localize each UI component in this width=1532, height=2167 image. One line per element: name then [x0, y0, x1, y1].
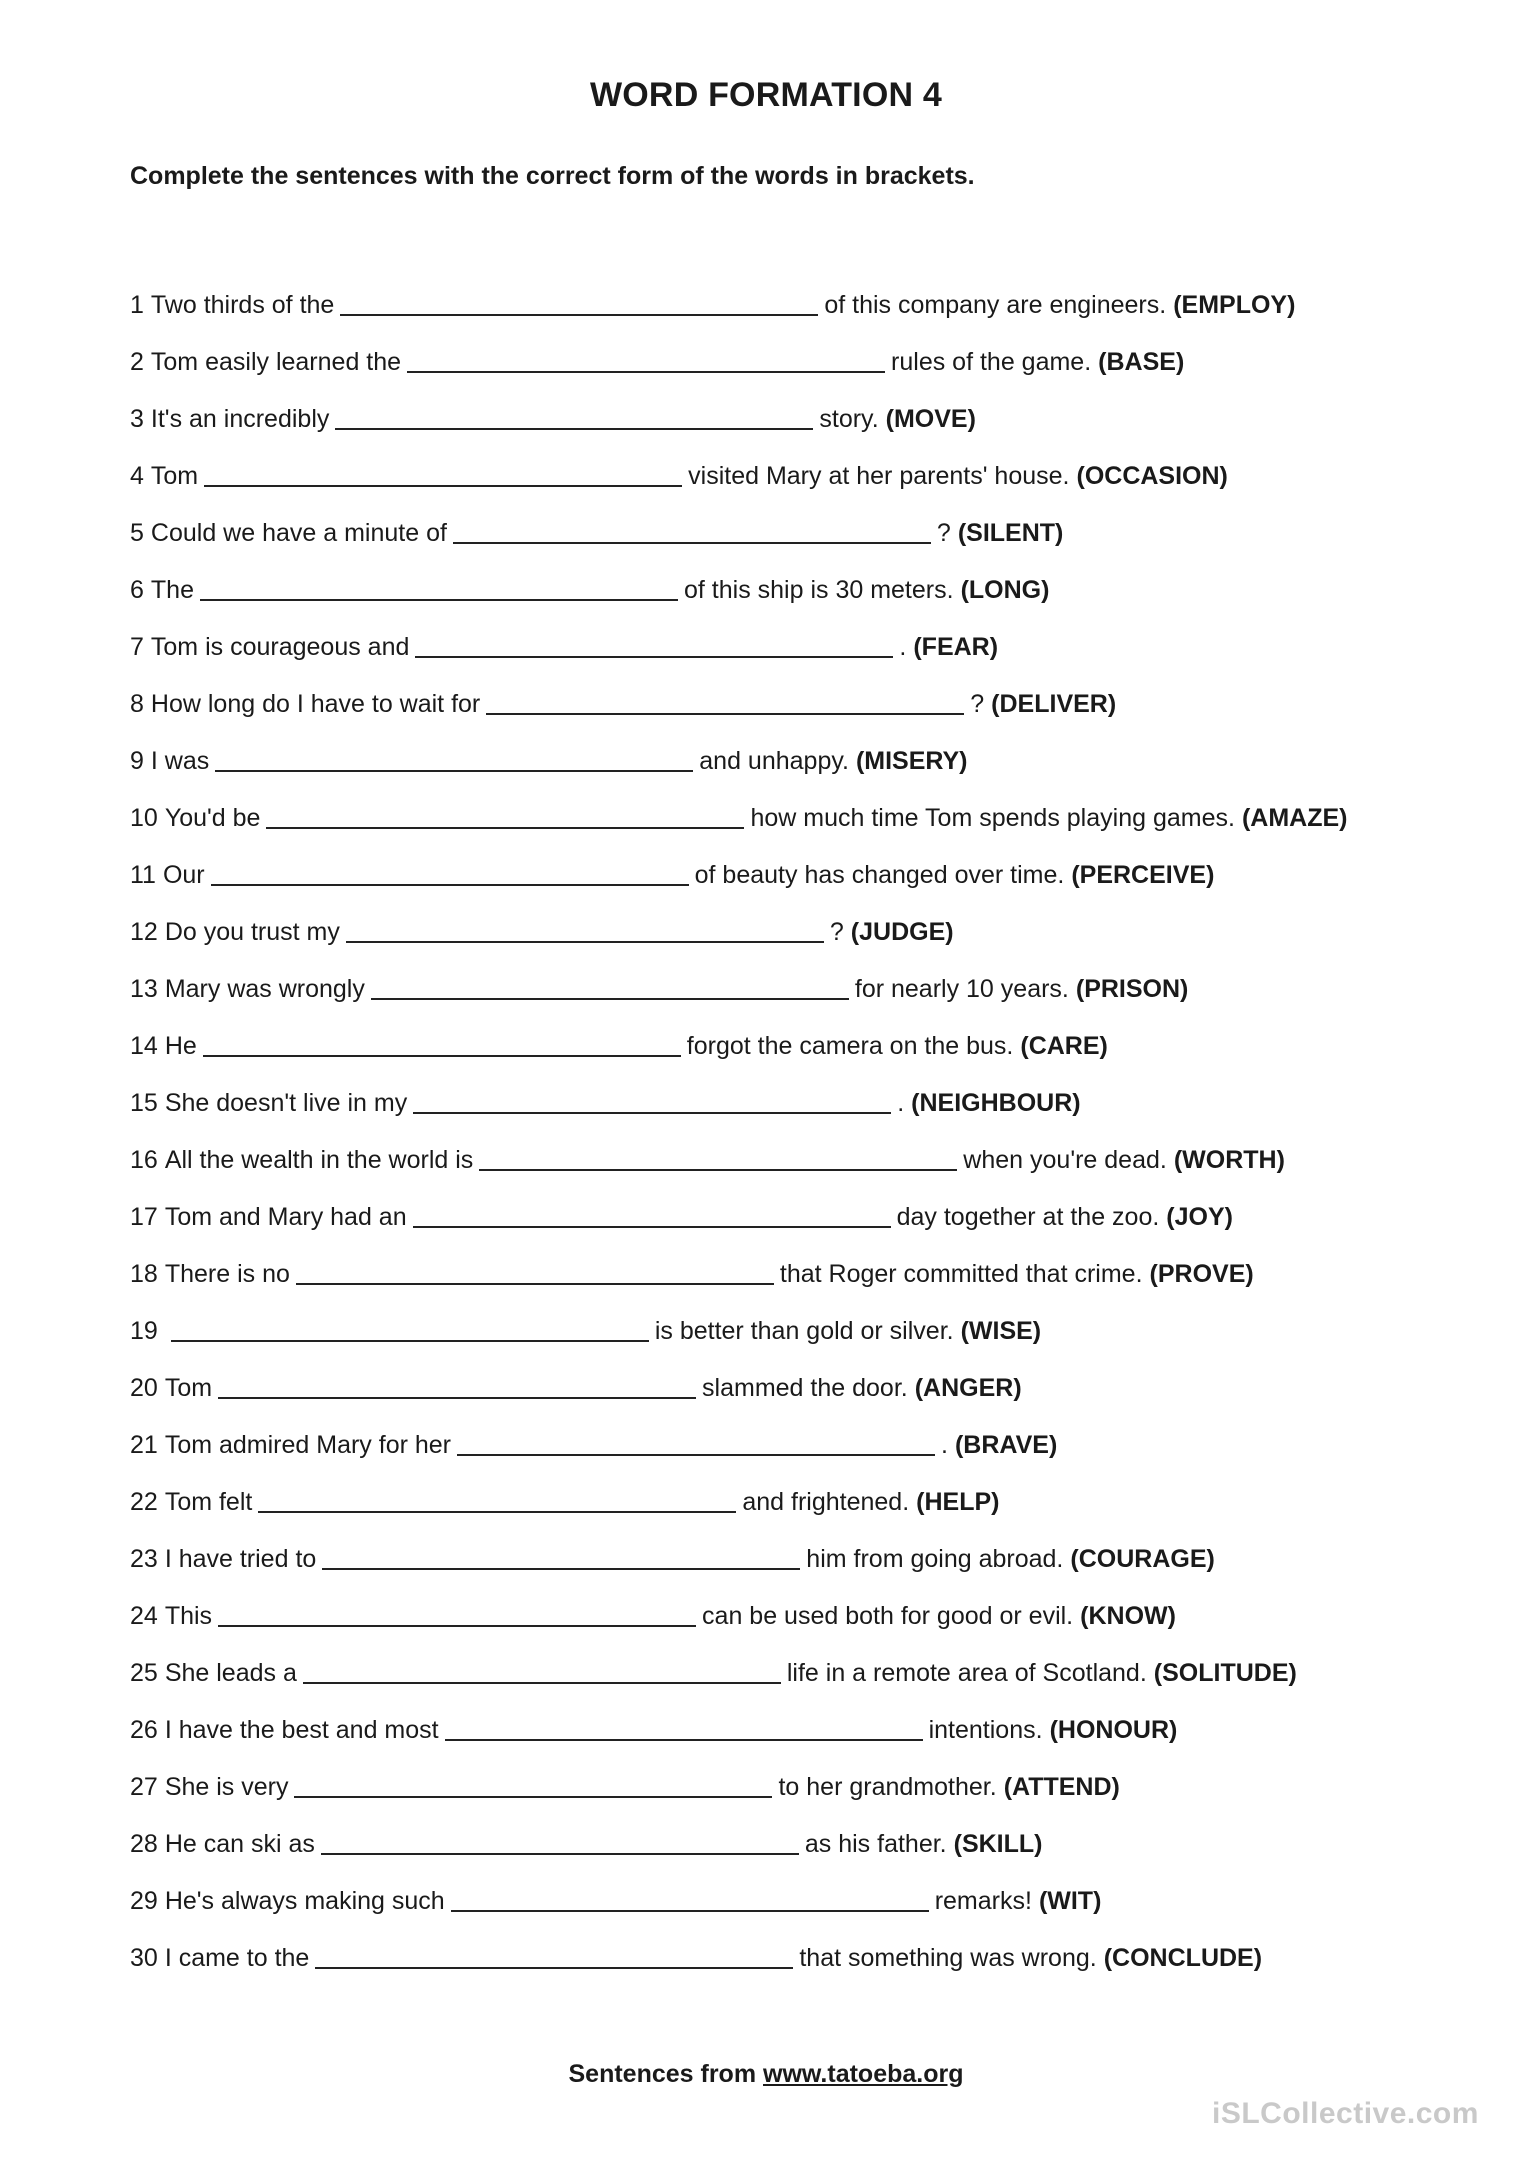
- sentence-item: [130, 1822, 1460, 1879]
- sentence-number: 17: [130, 1203, 158, 1231]
- sentence-item: [130, 511, 1460, 568]
- sentence-text-after: and unhappy.: [699, 747, 849, 775]
- keyword-hint: (BASE): [1098, 348, 1185, 376]
- footer-prefix: Sentences from: [568, 2060, 757, 2088]
- sentence-number: 4: [130, 462, 144, 490]
- sentence-item: [130, 1366, 1460, 1423]
- keyword-hint: (CARE): [1020, 1032, 1108, 1060]
- sentence-number: 21: [130, 1431, 158, 1459]
- sentence-item: [130, 340, 1460, 397]
- answer-blank[interactable]: [340, 284, 818, 316]
- sentence-text-after: .: [897, 1089, 905, 1117]
- answer-blank[interactable]: [303, 1652, 781, 1684]
- sentence-text-after: to her grandmother.: [778, 1773, 997, 1801]
- answer-blank[interactable]: [296, 1253, 774, 1285]
- answer-blank[interactable]: [453, 512, 931, 544]
- sentence-text-before: How long do I have to wait for: [150, 690, 481, 718]
- sentence-text-before: Tom: [150, 462, 199, 490]
- sentence-text-after: of this company are engineers.: [824, 291, 1167, 319]
- answer-blank[interactable]: [322, 1538, 800, 1570]
- answer-blank[interactable]: [294, 1766, 772, 1798]
- sentence-text-after: him from going abroad.: [806, 1545, 1064, 1573]
- sentence-text-after: ?: [936, 519, 951, 547]
- sentence-text-after: ?: [970, 690, 985, 718]
- sentence-item: [130, 910, 1460, 967]
- sentence-text-after: when you're dead.: [963, 1146, 1167, 1174]
- answer-blank[interactable]: [204, 455, 682, 487]
- sentence-item: [130, 1651, 1460, 1708]
- sentence-item: [130, 397, 1460, 454]
- sentence-text-after: rules of the game.: [891, 348, 1092, 376]
- sentence-number: 27: [130, 1773, 158, 1801]
- watermark-logo: iSLCollective.com: [1212, 2097, 1479, 2130]
- answer-blank[interactable]: [346, 911, 824, 943]
- sentence-text-before: He: [164, 1032, 197, 1060]
- keyword-hint: (WORTH): [1173, 1146, 1285, 1174]
- sentence-number: 3: [130, 405, 144, 433]
- sentence-text-before: She leads a: [164, 1659, 297, 1687]
- sentence-item: [130, 1252, 1460, 1309]
- sentence-text-after: of this ship is 30 meters.: [684, 576, 954, 604]
- sentence-text-after: as his father.: [804, 1830, 947, 1858]
- keyword-hint: (JOY): [1166, 1203, 1233, 1231]
- sentence-text-after: forgot the camera on the bus.: [686, 1032, 1014, 1060]
- sentence-text-after: .: [899, 633, 907, 661]
- answer-blank[interactable]: [200, 569, 678, 601]
- sentence-text-before: Tom and Mary had an: [164, 1203, 407, 1231]
- sentence-number: 22: [130, 1488, 158, 1516]
- sentence-item: [130, 1936, 1460, 1993]
- keyword-hint: (MOVE): [885, 405, 976, 433]
- sentence-text-after: intentions.: [928, 1716, 1043, 1744]
- answer-blank[interactable]: [486, 683, 964, 715]
- sentence-text-before: Two thirds of the: [150, 291, 335, 319]
- sentence-text-after: can be used both for good or evil.: [702, 1602, 1074, 1630]
- sentence-text-before: I have tried to: [164, 1545, 317, 1573]
- sentence-number: 10: [130, 804, 158, 832]
- sentence-text-before: She is very: [164, 1773, 289, 1801]
- sentence-text-before: Tom: [164, 1374, 213, 1402]
- sentence-item: [130, 1024, 1460, 1081]
- sentence-number: 19: [130, 1317, 158, 1345]
- keyword-hint: (COURAGE): [1070, 1545, 1215, 1573]
- worksheet-title: WORD FORMATION 4: [590, 76, 942, 114]
- sentence-text-before: She doesn't live in my: [164, 1089, 408, 1117]
- footer: [0, 2060, 1532, 2089]
- sentence-text-before: Our: [162, 861, 205, 889]
- answer-blank[interactable]: [315, 1937, 793, 1969]
- sentence-number: 26: [130, 1716, 158, 1744]
- sentence-item: [130, 796, 1460, 853]
- keyword-hint: (SILENT): [957, 519, 1064, 547]
- answer-blank[interactable]: [479, 1139, 957, 1171]
- answer-blank[interactable]: [258, 1481, 736, 1513]
- keyword-hint: (ATTEND): [1003, 1773, 1120, 1801]
- sentence-number: 28: [130, 1830, 158, 1858]
- answer-blank[interactable]: [171, 1310, 649, 1342]
- keyword-hint: (SKILL): [953, 1830, 1043, 1858]
- sentence-text-after: day together at the zoo.: [896, 1203, 1160, 1231]
- answer-blank[interactable]: [266, 797, 744, 829]
- sentence-number: 24: [130, 1602, 158, 1630]
- sentence-text-after: story.: [819, 405, 879, 433]
- sentence-text-before: I was: [150, 747, 210, 775]
- sentence-number: 11: [130, 861, 156, 889]
- sentence-item: [130, 1480, 1460, 1537]
- sentence-text-before: He's always making such: [164, 1887, 445, 1915]
- keyword-hint: (SOLITUDE): [1153, 1659, 1297, 1687]
- sentence-text-before: The: [150, 576, 194, 604]
- sentence-text-before: This: [164, 1602, 213, 1630]
- sentence-text-before: Could we have a minute of: [150, 519, 447, 547]
- answer-blank[interactable]: [215, 740, 693, 772]
- sentence-item: [130, 1138, 1460, 1195]
- keyword-hint: (FEAR): [913, 633, 999, 661]
- answer-blank[interactable]: [218, 1595, 696, 1627]
- sentence-number: 25: [130, 1659, 158, 1687]
- sentence-item: [130, 682, 1460, 739]
- answer-blank[interactable]: [321, 1823, 799, 1855]
- sentence-item: [130, 1537, 1460, 1594]
- sentence-text-before: Mary was wrongly: [164, 975, 365, 1003]
- sentence-item: [130, 1879, 1460, 1936]
- sentence-text-before: He can ski as: [164, 1830, 315, 1858]
- sentence-item: [130, 1594, 1460, 1651]
- sentence-text-after: of beauty has changed over time.: [694, 861, 1065, 889]
- answer-blank[interactable]: [415, 626, 893, 658]
- answer-blank[interactable]: [457, 1424, 935, 1456]
- sentence-text-before: Tom easily learned the: [150, 348, 402, 376]
- sentence-number: 7: [130, 633, 144, 661]
- sentence-text-after: for nearly 10 years.: [854, 975, 1069, 1003]
- sentence-number: 9: [130, 747, 144, 775]
- keyword-hint: (WISE): [960, 1317, 1042, 1345]
- sentence-text-after: that Roger committed that crime.: [779, 1260, 1143, 1288]
- keyword-hint: (OCCASION): [1076, 462, 1228, 490]
- sentence-text-after: life in a remote area of Scotland.: [786, 1659, 1147, 1687]
- sentence-item: [130, 454, 1460, 511]
- sentence-number: 16: [130, 1146, 158, 1174]
- sentence-item: [130, 1195, 1460, 1252]
- keyword-hint: (MISERY): [855, 747, 968, 775]
- sentence-text-after: ?: [829, 918, 844, 946]
- keyword-hint: (BRAVE): [954, 1431, 1058, 1459]
- sentence-item: [130, 1765, 1460, 1822]
- sentence-number: 13: [130, 975, 158, 1003]
- keyword-hint: (JUDGE): [850, 918, 954, 946]
- keyword-hint: (PERCEIVE): [1071, 861, 1215, 889]
- keyword-hint: (AMAZE): [1241, 804, 1348, 832]
- answer-blank[interactable]: [203, 1025, 681, 1057]
- sentence-item: [130, 283, 1460, 340]
- sentence-text-before: Tom felt: [164, 1488, 253, 1516]
- keyword-hint: (ANGER): [914, 1374, 1022, 1402]
- answer-blank[interactable]: [445, 1709, 923, 1741]
- sentence-number: 1: [130, 291, 144, 319]
- sentence-number: 30: [130, 1944, 158, 1972]
- source-link[interactable]: www.tatoeba.org: [763, 2060, 964, 2088]
- sentence-item: [130, 967, 1460, 1024]
- answer-blank[interactable]: [218, 1367, 696, 1399]
- sentence-text-after: slammed the door.: [702, 1374, 908, 1402]
- sentence-item: [130, 853, 1460, 910]
- answer-blank[interactable]: [335, 398, 813, 430]
- sentence-item: [130, 568, 1460, 625]
- sentence-number: 14: [130, 1032, 158, 1060]
- sentence-number: 18: [130, 1260, 158, 1288]
- sentence-text-before: Do you trust my: [164, 918, 340, 946]
- sentence-number: 20: [130, 1374, 158, 1402]
- sentence-number: 23: [130, 1545, 158, 1573]
- sentence-text-after: .: [941, 1431, 948, 1459]
- sentence-number: 2: [130, 348, 144, 376]
- sentence-item: [130, 625, 1460, 682]
- sentence-item: [130, 1423, 1460, 1480]
- sentence-text-after: is better than gold or silver.: [654, 1317, 954, 1345]
- keyword-hint: (HONOUR): [1049, 1716, 1178, 1744]
- sentence-text-before: Tom is courageous and: [150, 633, 410, 661]
- keyword-hint: (NEIGHBOUR): [911, 1089, 1081, 1117]
- sentence-text-before: There is no: [164, 1260, 290, 1288]
- answer-blank[interactable]: [413, 1196, 891, 1228]
- sentence-item: [130, 1708, 1460, 1765]
- sentence-number: 6: [130, 576, 144, 604]
- sentence-text-after: how much time Tom spends playing games.: [750, 804, 1235, 832]
- sentence-list: [130, 283, 1460, 1993]
- sentence-text-before: I have the best and most: [164, 1716, 439, 1744]
- sentence-text-before: I came to the: [164, 1944, 310, 1972]
- answer-blank[interactable]: [371, 968, 849, 1000]
- keyword-hint: (PRISON): [1075, 975, 1189, 1003]
- sentence-number: 5: [130, 519, 144, 547]
- keyword-hint: (LONG): [960, 576, 1050, 604]
- keyword-hint: (DELIVER): [991, 690, 1117, 718]
- sentence-item: [130, 739, 1460, 796]
- sentence-item: [130, 1081, 1460, 1138]
- sentence-text-after: visited Mary at her parents' house.: [688, 462, 1070, 490]
- sentence-number: 15: [130, 1089, 158, 1117]
- sentence-text-before: All the wealth in the world is: [164, 1146, 474, 1174]
- answer-blank[interactable]: [407, 341, 885, 373]
- sentence-item: [130, 1309, 1460, 1366]
- sentence-text-after: and frightened.: [742, 1488, 910, 1516]
- answer-blank[interactable]: [413, 1082, 891, 1114]
- sentence-text-before: It's an incredibly: [150, 405, 330, 433]
- sentence-text-before: You'd be: [164, 804, 261, 832]
- sentence-text-before: Tom admired Mary for her: [164, 1431, 452, 1459]
- keyword-hint: (PROVE): [1149, 1260, 1254, 1288]
- keyword-hint: (KNOW): [1080, 1602, 1176, 1630]
- answer-blank[interactable]: [211, 854, 689, 886]
- keyword-hint: (CONCLUDE): [1103, 1944, 1263, 1972]
- keyword-hint: (HELP): [916, 1488, 1000, 1516]
- sentence-text-after: that something was wrong.: [799, 1944, 1097, 1972]
- sentence-number: 29: [130, 1887, 158, 1915]
- sentence-number: 12: [130, 918, 158, 946]
- answer-blank[interactable]: [451, 1880, 929, 1912]
- instructions: Complete the sentences with the correct form of the words in brackets.: [130, 162, 975, 190]
- keyword-hint: (EMPLOY): [1173, 291, 1296, 319]
- keyword-hint: (WIT): [1038, 1887, 1102, 1915]
- sentence-text-after: remarks!: [934, 1887, 1032, 1915]
- sentence-number: 8: [130, 690, 144, 718]
